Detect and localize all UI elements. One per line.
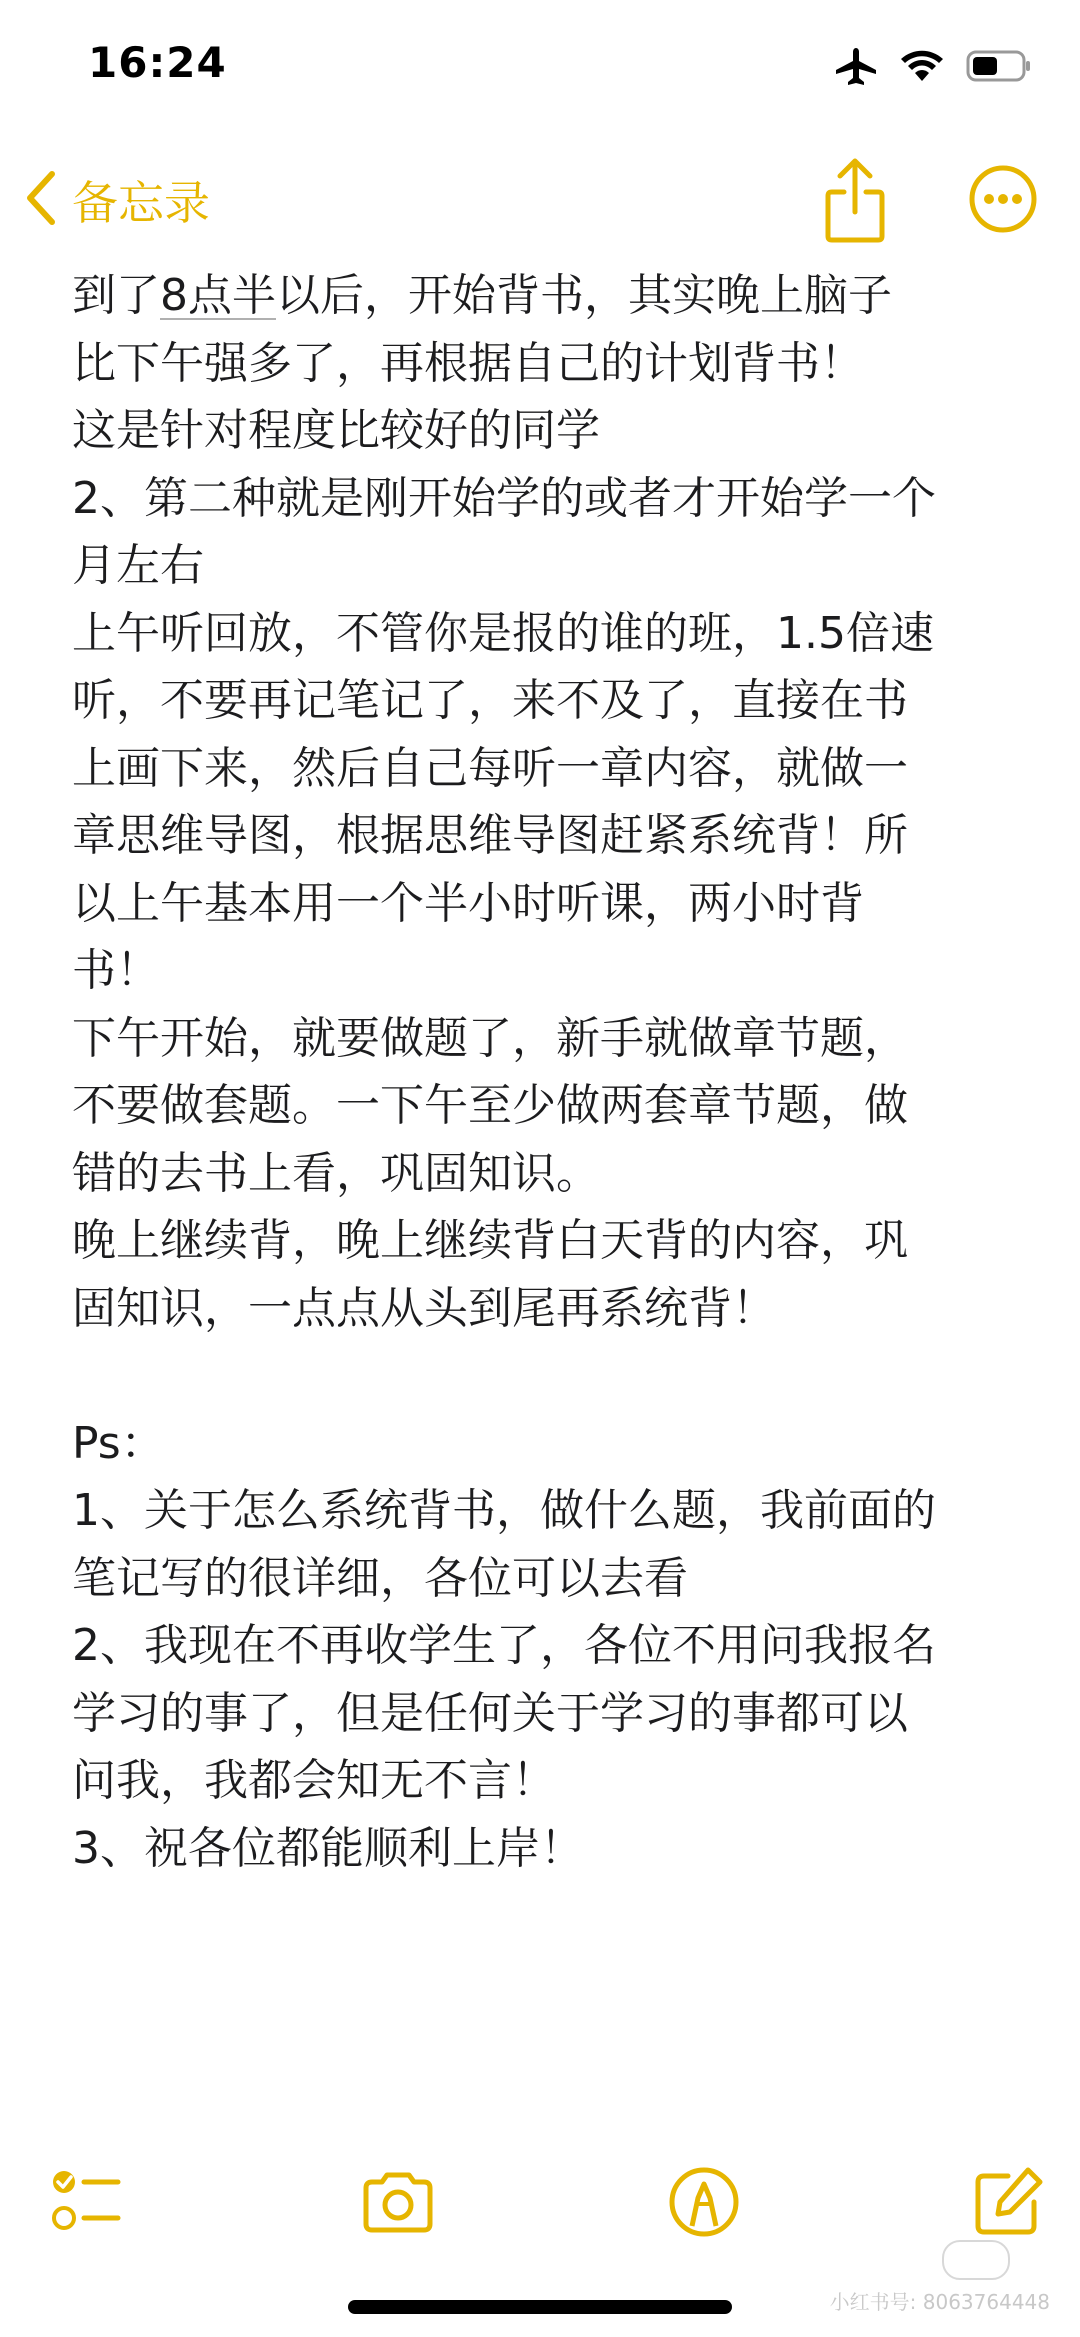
back-button[interactable] (24, 160, 210, 240)
note-line: 月左右 (72, 540, 204, 591)
watermark-logo (942, 2240, 1010, 2280)
note-line: 问我，我都会知无不言！ (72, 1755, 556, 1806)
note-line: 不要做套题。一下午至少做两套章节题，做 (72, 1080, 908, 1131)
note-line: 固知识，一点点从头到尾再系统背！ (72, 1282, 776, 1334)
note-line: 书！ (72, 945, 160, 996)
note-line-1-after: 以后，开始背书，其实晚上脑子 (276, 270, 892, 321)
chevron-left-icon (24, 170, 58, 230)
note-line-1 (72, 262, 1032, 330)
note-line: 3、祝各位都能顺利上岸！ (72, 1822, 584, 1874)
status-bar (0, 0, 1080, 140)
home-indicator[interactable] (348, 2300, 732, 2314)
note-line: 以上午基本用一个半小时听课，两小时背 (72, 877, 864, 929)
airplane-mode-icon (834, 46, 878, 86)
note-line: 2、第二种就是刚开始学的或者才开始学一个 (72, 472, 936, 524)
more-options-button[interactable] (968, 164, 1038, 234)
checklist-icon (48, 2227, 128, 2246)
markup-button[interactable] (664, 2162, 744, 2242)
note-line: 错的去书上看，巩固知识。 (72, 1147, 600, 1199)
note-line-1-before: 到了 (72, 270, 160, 321)
note-line: 晚上继续背，晚上继续背白天背的内容，巩 (72, 1215, 908, 1266)
back-label: 备忘录 (72, 176, 210, 230)
note-line: 学习的事了，但是任何关于学习的事都可以 (72, 1687, 908, 1739)
watermark-text: 小红书号: 8063764448 (829, 2290, 1050, 2314)
battery-icon (966, 49, 1032, 83)
note-line: 笔记写的很详细，各位可以去看 (72, 1552, 688, 1604)
detected-time-link[interactable]: 8点半 (160, 270, 276, 321)
share-icon (820, 231, 890, 250)
note-line: 比下午强多了，再根据自己的计划背书！ (72, 337, 864, 389)
note-body[interactable] (72, 262, 1032, 1882)
note-line: Ps： (72, 1417, 165, 1469)
note-blank-line (72, 1342, 1032, 1410)
note-line: 1、关于怎么系统背书，做什么题，我前面的 (72, 1485, 936, 1536)
note-line: 下午开始，就要做题了，新手就做章节题， (72, 1012, 908, 1064)
share-button[interactable] (820, 156, 890, 246)
note-line: 听，不要再记笔记了，来不及了，直接在书 (72, 675, 908, 726)
note-line: 2、我现在不再收学生了，各位不用问我报名 (72, 1620, 936, 1671)
status-icons (834, 46, 1032, 86)
status-time: 16:24 (88, 38, 227, 87)
checklist-button[interactable] (48, 2162, 128, 2242)
camera-button[interactable] (358, 2162, 438, 2242)
note-line: 这是针对程度比较好的同学 (72, 405, 600, 456)
nav-bar (0, 140, 1080, 260)
markup-pen-icon (664, 2227, 744, 2246)
ellipsis-circle-icon (968, 219, 1038, 238)
note-line: 上午听回放，不管你是报的谁的班，1.5倍速 (72, 607, 934, 659)
camera-icon (358, 2227, 438, 2246)
bottom-toolbar (0, 2140, 1080, 2260)
note-line: 章思维导图，根据思维导图赶紧系统背！所 (72, 810, 908, 861)
wifi-icon (900, 49, 944, 83)
note-line: 上画下来，然后自己每听一章内容，就做一 (72, 742, 908, 794)
compose-button[interactable] (968, 2162, 1048, 2242)
